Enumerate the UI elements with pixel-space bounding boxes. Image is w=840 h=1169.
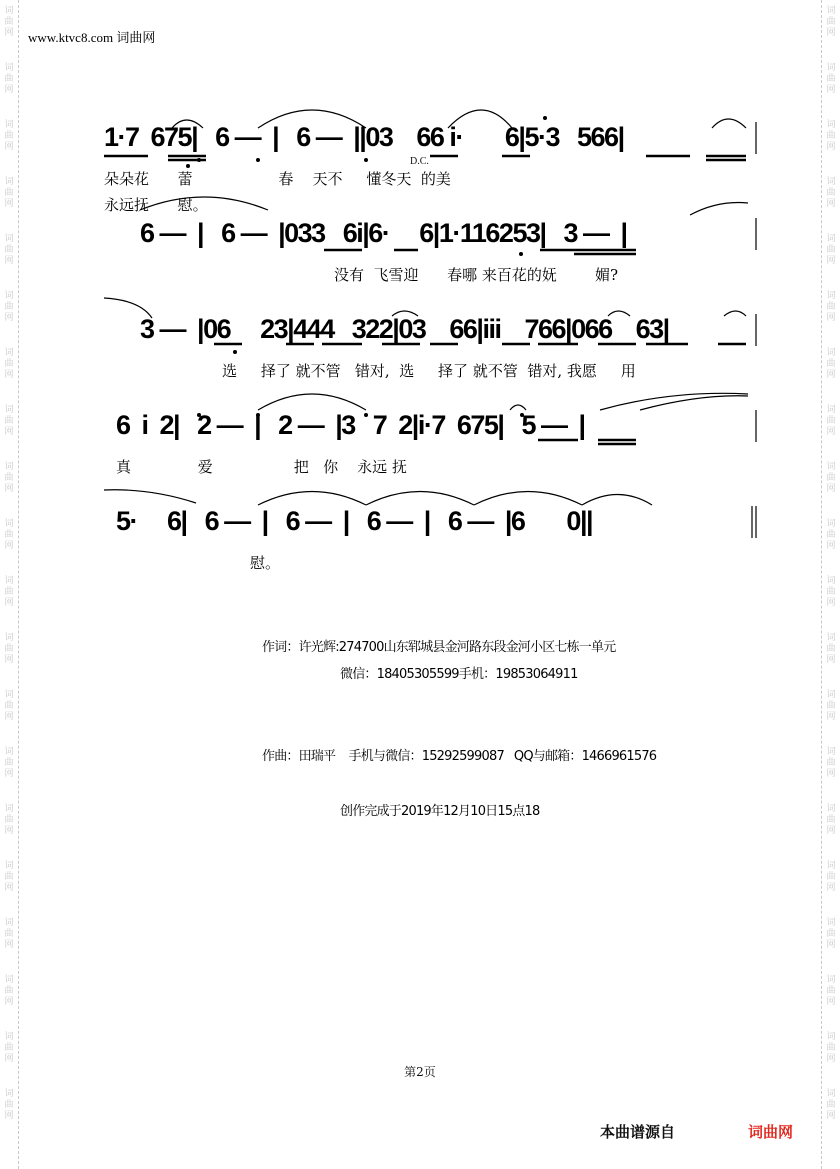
watermark-glyphs: 词 曲 网 (4, 861, 14, 893)
watermark-glyphs: 词 曲 网 (4, 234, 14, 266)
lyricist-contact: 微信：18405305599手机：19853064911 (340, 667, 578, 682)
watermark-glyphs: 词 曲 网 (826, 633, 836, 665)
lyric-line-5: 慰。 (250, 554, 281, 572)
watermark-glyphs: 词 曲 网 (4, 918, 14, 950)
lyric-line-2: 没有 飞雪迎 春哪 来百花的妩 媚? (334, 266, 619, 284)
source-site-link[interactable]: 词曲网 (748, 1123, 794, 1141)
watermark-glyphs: 词 曲 网 (826, 576, 836, 608)
watermark-glyphs: 词 曲 网 (4, 6, 14, 38)
completion-date: 创作完成于2019年12月10日15点18 (340, 804, 540, 819)
watermark-glyphs: 词 曲 网 (826, 462, 836, 494)
watermark-glyphs: 词 曲 网 (826, 234, 836, 266)
watermark-glyphs: 词 曲 网 (4, 747, 14, 779)
watermark-glyphs: 词 曲 网 (4, 690, 14, 722)
watermark-glyphs: 词 曲 网 (826, 747, 836, 779)
watermark-glyphs: 词 曲 网 (826, 405, 836, 437)
watermark-glyphs: 词 曲 网 (826, 63, 836, 95)
notation-line-4: 6 i 2| 2 — | 2 — |3 7 2|i·7 675| 5 — | (116, 410, 585, 440)
notation-line-5: 5· 6| 6 — | 6 — | 6 — | 6 — |6 0|| (116, 506, 593, 536)
watermark-glyphs: 词 曲 网 (826, 519, 836, 551)
watermark-glyphs: 词 曲 网 (4, 405, 14, 437)
watermark-glyphs: 词 曲 网 (826, 804, 836, 836)
watermark-glyphs: 词 曲 网 (826, 861, 836, 893)
watermark-glyphs: 词 曲 网 (826, 918, 836, 950)
watermark-glyphs: 词 曲 网 (826, 177, 836, 209)
watermark-glyphs: 词 曲 网 (4, 177, 14, 209)
lyric-line-1: 朵朵花 蕾 春 天不 懂冬天 的美 (104, 170, 451, 188)
watermark-glyphs: 词 曲 网 (826, 6, 836, 38)
lyric-line-4: 真 爱 把 你 永远 抚 (116, 458, 407, 476)
watermark-glyphs: 词 曲 网 (826, 1032, 836, 1064)
watermark-glyphs: 词 曲 网 (4, 576, 14, 608)
watermark-glyphs: 词 曲 网 (4, 1089, 14, 1121)
watermark-glyphs: 词 曲 网 (4, 291, 14, 323)
watermark-glyphs: 词 曲 网 (826, 348, 836, 380)
watermark-glyphs: 词 曲 网 (4, 1032, 14, 1064)
watermark-glyphs: 词 曲 网 (826, 120, 836, 152)
notation-line-1: 1·7 675| 6 — | 6 — ||03 66 i· 6|5·3 566| (104, 122, 624, 152)
watermark-glyphs: 词 曲 网 (4, 975, 14, 1007)
watermark-glyphs: 词 曲 网 (4, 63, 14, 95)
site-url[interactable]: www.ktvc8.com 词曲网 (28, 30, 156, 45)
lyric-line-1-second: 永远抚 慰。 (104, 196, 208, 214)
watermark-glyphs: 词 曲 网 (4, 348, 14, 380)
watermark-glyphs: 词 曲 网 (826, 291, 836, 323)
lyric-line-3: 选 择了 就不管 错对, 选 择了 就不管 错对, 我愿 用 (222, 362, 636, 380)
watermark-glyphs: 词 曲 网 (4, 804, 14, 836)
da-capo-mark: D.C. (410, 156, 429, 167)
notation-line-3: 3 — |06 23|444 322|03 66|iii 766|066 63| (140, 314, 669, 344)
watermark-glyphs: 词 曲 网 (826, 975, 836, 1007)
watermark-glyphs: 词 曲 网 (4, 120, 14, 152)
page-number: 第2页 (404, 1065, 436, 1079)
watermark-glyphs: 词 曲 网 (826, 1089, 836, 1121)
composer-credit: 作曲：田瑞平 手机与微信：15292599087 QQ与邮箱：1466961576 (262, 749, 657, 764)
lyricist-credit: 作词：许光辉:274700山东郓城县金河路东段金河小区七栋一单元 (262, 640, 616, 655)
source-label: 本曲谱源自 (600, 1123, 676, 1141)
watermark-glyphs: 词 曲 网 (826, 690, 836, 722)
watermark-glyphs: 词 曲 网 (4, 462, 14, 494)
watermark-glyphs: 词 曲 网 (4, 633, 14, 665)
watermark-glyphs: 词 曲 网 (4, 519, 14, 551)
notation-line-2: 6 — | 6 — |033 6i|6· 6|1·116253| 3 — | (140, 218, 627, 248)
